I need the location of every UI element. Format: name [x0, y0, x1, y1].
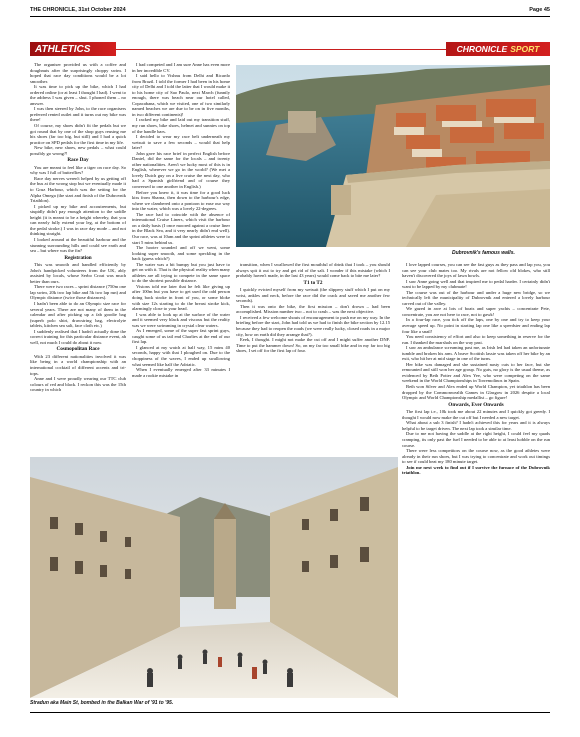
paragraph: In a four-lap race, you tick off the laps, one by one and try to keep your average speed up. No point in starting lap one like a speedster and ending lap four like a snail! — [402, 317, 550, 334]
photo2-caption: Stradun aka Main St, bombed in the Balkan War of '91 to '95. — [30, 700, 174, 706]
paragraph: I saw Anne going well and that inspired me to pedal harder. I certainly didn't want to be lapped by my clubmate! — [402, 278, 550, 290]
paragraph: I was then steered by John, to the race organisers preferred rented outlet and it turns out my bike was there! — [30, 106, 126, 123]
paragraph: I was able to look up at the surface of the water and it seemed very black and viscous but the reality was we were swimming in crystal clear waters. — [132, 311, 230, 328]
paragraph: The hooter sounded and off we went, some looking super smooth, and some speckling in the back (guess which?) — [132, 245, 230, 262]
paragraph: Of course, my shoes didn't fit the pedals but we got round that by one of the shop guys reusing me his shoes (far too big, but still) and I had a quick practice on SPD pedals for the first time in my life. — [30, 123, 126, 145]
paragraph: When I eventually emerged after 33 minutes I made a rookie mistake in — [132, 367, 230, 378]
paragraph: The race had to coincide with the absence of international Cruise Liners, which visit the harbour on a daily basis (I once moored against a cruise liner in the Black Sea, and it very nearly didn't end well). Our race, was at 10am and the sprint athletes were to start 5 mins behind us. — [132, 211, 230, 245]
footer-rule — [30, 712, 550, 713]
paragraph: Before you knew it, it was time for a good luck kiss from Sharna, then down to the harbour's edge, where we clambered onto a pontoon to ease our way into the water, which was a lovely 22-degrees. — [132, 189, 230, 212]
section-banner — [30, 42, 116, 56]
paragraph: I saw an ambulance screaming past me, as Irish led had taken an unfortunate tumble and broken his arm. A brave Scottish lassie was taken off her bike by an exit, who hit her at mid stage in one of the turns. — [402, 345, 550, 362]
paragraph: There were less competitors on the course now, as the good athletes were already in their run shoes, but I was trying to concentrate and work out timings to see if could beat my 180 minute target. — [402, 448, 550, 465]
paragraph: As I emerged, some of the super fast sprint guys, caught some of us tail end Charlies at the end of our first lap. — [132, 328, 230, 345]
page-number: Page 45 — [529, 7, 550, 13]
paragraph: There were two races – sprint distance (750m one lap swim, 20k two lap bike and 5k two lap run) and Olympic distance (twice those distances). — [30, 284, 126, 301]
paragraph: The water was a bit bumpy but you just have to get on with it. That is the physical reality when many athletes are all trying to compete in the same space to do the shortest possible distance. — [132, 261, 230, 284]
paragraph: You are meant to feel like a tiger on race day. So why was I full of butterflies? — [30, 164, 126, 176]
brand-name: CHRONICLE — [456, 44, 508, 54]
paragraph: I had competed and I am sure Anne has even more in her incredible CV. — [132, 62, 230, 73]
paragraph: Eeek, I thought. I might not make the cut off and I might suffer another DNF. Time to put the hammer down! So, on my far too small bike and in my far too big shoes, I set off for the first lap of four. — [236, 337, 390, 354]
paragraph: transition, when I swallowed the first mouthful of drink that I took – you should always spit it out to try and get rid of the salt. I wonder if this mistake (which I probably haven't made, in the last 43 years) would come back to bite me later? — [236, 262, 390, 279]
article-column-3 — [236, 262, 390, 454]
paragraph: You need consistency of effort and also to keep something in reserve for the run. I thanked the marshals on the way past. — [402, 334, 550, 345]
section-title: ATHLETICS — [35, 43, 91, 55]
paragraph: Visions told me later that he felt like giving up after 100m but you have to get used the odd person doing back stroke in front of you, or some bloke with size 12s starting to do the breast stroke kick, alarmingly close to your head. — [132, 283, 230, 312]
paragraph: I looked around at the beautiful harbour and the stunning surrounding hills and could see earth and sea – but where was the fin? — [30, 236, 126, 254]
photo1-caption: Dubrovnik's famous walls. — [452, 250, 515, 256]
paragraph: New bike, new shoes, new pedals – what could possibly go wrong?! — [30, 145, 126, 156]
paragraph: John gave his race brief in perfect English before Daniel, did the same for the locals – and twenty other nationalities. Aren't we lucky most of this is in English, wherever we go in the world? (We met a lovely Dutch guy on a live cruise the next day, who had a Spanish girlfriend and of course they conversed to one another in English.) — [132, 150, 230, 190]
subheading: Race Day — [67, 157, 89, 164]
publication-title: THE CHRONICLE, 31st October 2024 — [30, 7, 126, 13]
paragraph: I hadn't been able to do an Olympic size race for several years. There are not many of them in the calendar and after picking up a fab goodie bag (superb polo shirt, drawstring bag, electrolyte tablets, kitchen sea salt, face cloth etc.) — [30, 300, 126, 329]
article-column-1 — [30, 62, 126, 454]
paragraph: The organiser provided us with a coffee and doughnuts after the surprisingly choppy swim. I hoped that race day conditions would be a lot smoother. — [30, 62, 126, 84]
subheading: Cosmopolitan Race — [56, 346, 100, 353]
paragraph: I love lapped courses, you can see the fast guys as they pass and lap you, you can see your club mates too. My rivals are not fellow old blokes, who still haven't discovered the joys of lawn bowls. — [402, 262, 550, 279]
paragraph: With 23 different nationalities involved it was like being in a world championship with an international cocktail of different accents and tri-tops. — [30, 353, 126, 376]
brand-sport: SPORT — [510, 44, 540, 54]
paragraph: Anne and I were proudly wearing our TTC club colours of red and black. I reckon this was the 15th country in which — [30, 376, 126, 393]
dubrovnik-walls-photo — [236, 65, 550, 247]
paragraph: The course was out of the harbour and under a huge new bridge, so we technically left the municipality of Dubrovnik and entered a lovely harbour carved out of the valley. — [402, 289, 550, 306]
paragraph: The first lap i.e., 10k took me about 22 minutes and I quickly got greedy. I thought I would now make the cut off but I needed a new target. — [402, 409, 550, 420]
paragraph: Due to me not having the saddle at the right height, I could feel my quads cramping, its only past the fuel I needed to be able to at least hobble on the run course. — [402, 431, 550, 448]
subheading: T1 to T2 — [303, 279, 323, 286]
paragraph: Her bike was damaged and she sustained nasty cuts to her face, but she remounted and still won her age group. No guts, no glory is the usual theme, as evidenced by Beth Potter and Alex Yee, who were competing on the same weekend in the World Championships in Torremolinos in Spain. — [402, 361, 550, 384]
paragraph: I racked my bike and laid out my transition stuff, my run shoes, bike shoes, helmet and sunnies on top of the handle bars. — [132, 117, 230, 134]
article-column-2 — [132, 62, 230, 454]
brand-banner — [446, 42, 550, 56]
article-column-4 — [402, 262, 550, 705]
paragraph: What about a sub 3 finish? I hadn't achieved this for years and it is always helpful to be target driven. The next lap took a similar time. — [402, 420, 550, 431]
paragraph: I quickly evicted myself from my wetsuit (the slippery stuff which I put on my wrist, ankles and neck, before the race did the crack and saved me another few seconds). — [236, 287, 390, 304]
subheading: Onwards, Ever Onwards — [448, 401, 504, 408]
paragraph: I decided to wear my race belt underneath my wetsuit to save a few seconds – would that help later? — [132, 134, 230, 151]
paragraph: I suddenly realised that I hadn't actually done the correct training for this particular distance event, ah well, not much I could do about it now. — [30, 328, 126, 345]
paragraph: I picked up my bike and accoutrements, but stupidly didn't pay enough attention to the saddle height (it is meant to be a height whereby, that you can nearly fully extend your leg, at the bottom of the pedal stroke.) I was in race day mode – and not thinking straight. — [30, 203, 126, 237]
stradun-street-photo — [30, 457, 398, 698]
paragraph: Beth won Silver and Alex ended up World Champion, yet triathlon has been dropped by the Commonwealth Games in Glasgow in 2026 despite a local Olympic and World Championship medallist – go figure! — [402, 384, 550, 401]
banner-rule — [116, 49, 446, 50]
page-header — [30, 5, 550, 15]
subheading: Registration — [64, 254, 92, 261]
paragraph: I glanced at my watch at half way, 15 mins 40 seconds, happy with that I ploughed on. Due to the choppiness of the waves, I ended up swallowing what seemed like half the Adriatic. — [132, 344, 230, 367]
paragraph: I received a few welcome shouts of encouragement to push me on my way. In the briefing before the start, John had told us we had to finish the bike section by 12.15 because they had to reopen the roads (we were really lucky, closed roads in a major city, how on earth did they arrange that?). — [236, 314, 390, 337]
paragraph: Race day nerves weren't helped by us getting off the bus at the wrong stop but we eventually made it to Gruz Harbour, which was the setting for the Alpha Omega (the start and finish of the Dubrovnik Triathlon). — [30, 175, 126, 204]
paragraph: This was smooth and handled efficiently by John's handpicked volunteers from the UK, ably assisted by locals, whose Serbo Croat was much better than ours. — [30, 262, 126, 284]
paragraph: Then it was onto the bike, the first mission – don't drown – had been accomplished. Mission number two – not to crash – was the next objective. — [236, 303, 390, 315]
closing-paragraph: Join me next week to find out if I survive the furnace of the Dubrovnik triathlon. — [402, 464, 550, 476]
paragraph: We gazed in awe at lots of boats and super yachts – concentrate Pete, concentrate, you are not here to race, not to gawk! — [402, 306, 550, 317]
header-rule — [30, 16, 550, 17]
paragraph: I said hello to Vishnu from Delhi and Ricardo from Brazil. I told the former I had been in his home city of Delhi and I told the latter that I would make it to his home city of Sao Paulo, next March (funnily enough, there was beach near our hotel called, Copacabana, which we visited, one of two similarly named beaches we are due to be on in five months, in two different continents)! — [132, 73, 230, 117]
paragraph: It was time to pick up the bike, which I had ordered online (or at least I thought I had). I went to the address I was given – shut. I phoned them – no answer. — [30, 84, 126, 106]
